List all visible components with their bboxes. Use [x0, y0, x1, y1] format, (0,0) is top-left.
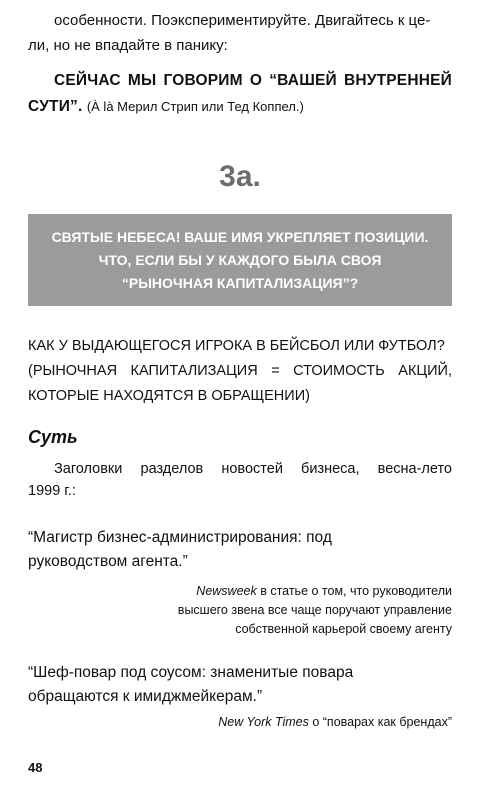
attribution-1-line-3: собственной карьерой своему агенту [235, 622, 452, 636]
quote-1-line-2: руководством агента.” [28, 553, 188, 570]
body-line-1: Заголовки разделов новостей бизнеса, весна-лето [54, 461, 452, 477]
intro-line-2: ли, но не впадайте в панику: [28, 37, 228, 54]
quote-2-line-2: обращаются к имиджмейкерам.” [28, 688, 263, 705]
highlight-box [28, 214, 452, 306]
quote-1-attribution [28, 582, 452, 639]
highlight-line-3: “РЫНОЧНАЯ КАПИТАЛИЗАЦИЯ”? [121, 274, 359, 291]
attribution-2-source: New York Times [218, 715, 309, 729]
question-line-1: КАК У ВЫДАЮЩЕГОСЯ ИГРОКА В БЕЙСБОЛ ИЛИ ФУТБОЛ? [28, 338, 445, 354]
caps-note: (À là Мерил Стрип или Тед Коппел.) [86, 99, 304, 114]
quote-2-line-1: “Шеф-повар под соусом: знаменитые повара [28, 664, 354, 681]
question-line-2: (РЫНОЧНАЯ КАПИТАЛИЗАЦИЯ = СТОИМОСТЬ АКЦИЙ, [28, 363, 452, 379]
caps-paragraph [28, 68, 452, 120]
question-paragraph [28, 334, 452, 409]
intro-line-1: особенности. Поэкспериментируйте. Двигайтесь к це- [54, 12, 431, 29]
quote-2 [28, 661, 452, 709]
body-paragraph [28, 458, 452, 502]
section-number: 3a. [219, 160, 261, 193]
quote-1-line-1: “Магистр бизнес-администрирования: под [28, 529, 332, 546]
quote-2-attribution [28, 713, 452, 732]
caps-text: СЕЙЧАС МЫ ГОВОРИМ О “ВАШЕЙ ВНУТРЕННЕЙ СУТИ”. [28, 72, 452, 115]
highlight-line-1: СВЯТЫЕ НЕБЕСА! ВАШЕ ИМЯ УКРЕПЛЯЕТ ПОЗИЦИИ. [51, 228, 429, 245]
attribution-2-text-1: о “поварах как брендах” [308, 715, 452, 729]
quote-1 [28, 526, 452, 574]
question-line-3: КОТОРЫЕ НАХОДЯТСЯ В ОБРАЩЕНИИ) [28, 388, 310, 404]
page-number: 48 [28, 760, 43, 775]
attribution-2-line-1 [28, 713, 452, 732]
attribution-1-text-1: в статье о том, что руководители [256, 584, 452, 598]
attribution-1-line-2: высшего звена все чаще поручают управление [177, 603, 452, 617]
intro-paragraph [28, 8, 452, 58]
attribution-1-source: Newsweek [196, 584, 257, 598]
highlight-line-2: ЧТО, ЕСЛИ БЫ У КАЖДОГО БЫЛА СВОЯ [98, 251, 382, 268]
attribution-1-line-1 [28, 582, 452, 601]
subheading: Суть [28, 427, 78, 447]
body-line-2: 1999 г.: [28, 483, 76, 499]
